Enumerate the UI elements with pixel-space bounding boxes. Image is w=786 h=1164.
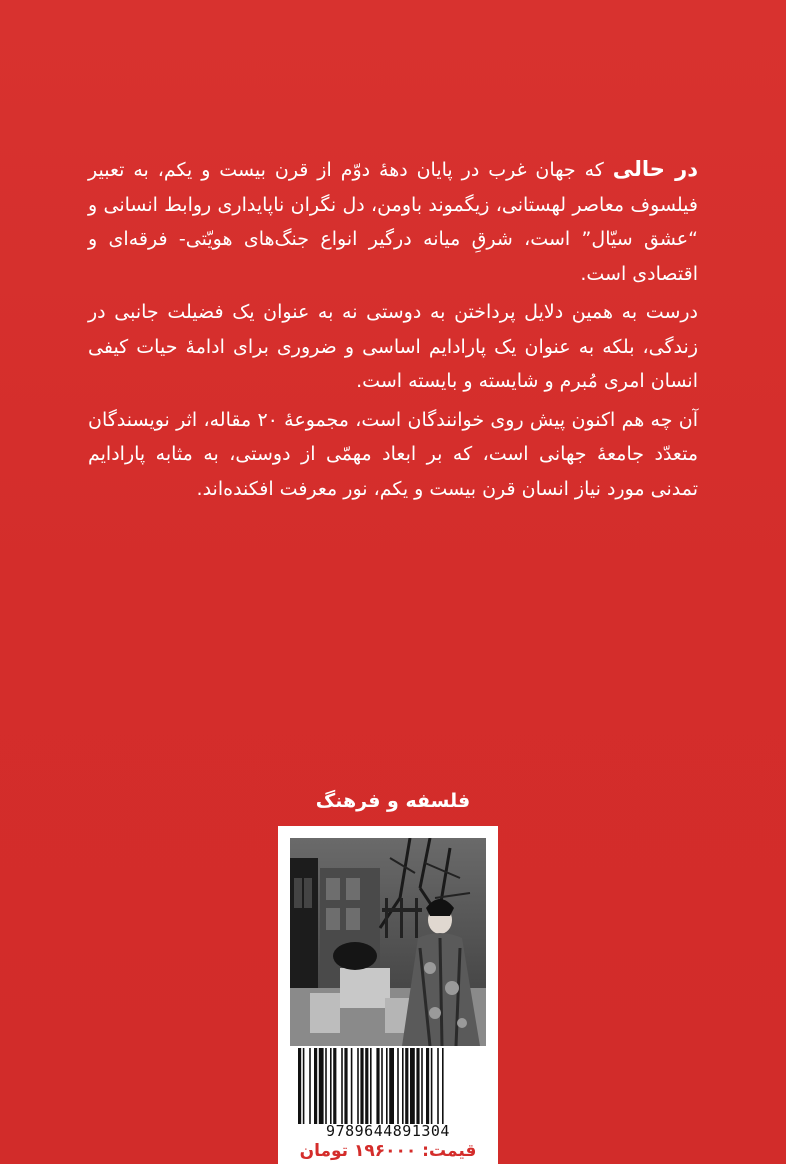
barcode-bar bbox=[319, 1048, 324, 1124]
barcode-bar bbox=[381, 1048, 383, 1124]
barcode-bar bbox=[416, 1048, 419, 1124]
barcode-bar bbox=[410, 1048, 415, 1124]
barcode-bar bbox=[333, 1048, 336, 1124]
blurb-paragraph-2: درست به همین دلایل پرداختن به دوستی نه به عنوان یک فضیلت جانبی در زندگی، بلکه به عنوان یک پارادایم اساسی و ضروری برای ادامهٔ حیات کیفی انسان امری مُبرم و شایسته و بایسته است. bbox=[88, 301, 698, 392]
barcode-bar bbox=[431, 1048, 433, 1124]
barcode-bar bbox=[421, 1048, 423, 1124]
barcode-bar bbox=[386, 1048, 388, 1124]
barcode-bar bbox=[360, 1048, 363, 1124]
barcode-bar bbox=[351, 1048, 353, 1124]
barcode-bar bbox=[442, 1048, 444, 1124]
barcode-bar bbox=[365, 1048, 368, 1124]
barcode-bar bbox=[437, 1048, 439, 1124]
barcode-bar bbox=[405, 1048, 408, 1124]
barcode-bar bbox=[426, 1048, 429, 1124]
barcode-bar bbox=[370, 1048, 372, 1124]
cover-photo bbox=[290, 838, 486, 1046]
barcode-bar bbox=[344, 1048, 347, 1124]
blurb-lead-phrase: در حالی bbox=[612, 157, 698, 181]
barcode bbox=[290, 1046, 486, 1128]
barcode-bar bbox=[389, 1048, 394, 1124]
barcode-bar bbox=[397, 1048, 399, 1124]
barcode-bar bbox=[303, 1048, 305, 1124]
blurb-paragraph-1-body: که جهان غرب در پایان دههٔ دوّم از قرن بیست و یکم، به تعبیر فیلسوف معاصر لهستانی، زیگموند باومن، دل نگران ناپایداری روابط انسانی و “عشق سیّال” است، شرقِ میانه درگیر انواع جنگ‌های هویّتی- فرقه‌ای و اقتصادی است. bbox=[88, 159, 698, 285]
barcode-bar bbox=[325, 1048, 327, 1124]
blurb-paragraph-1 bbox=[88, 152, 698, 291]
barcode-bar bbox=[309, 1048, 311, 1124]
blurb-text bbox=[88, 152, 698, 510]
barcode-bars bbox=[290, 1046, 486, 1128]
barcode-bar bbox=[357, 1048, 359, 1124]
barcode-bar bbox=[341, 1048, 343, 1124]
isbn-number: 9789644891304 bbox=[326, 1122, 450, 1140]
price-label: قیمت: ۱۹۶۰۰۰ تومان bbox=[299, 1141, 477, 1161]
barcode-bar bbox=[330, 1048, 332, 1124]
series-label: فلسفه و فرهنگ bbox=[315, 790, 471, 812]
blurb-paragraph-3: آن چه هم اکنون پیش روی خوانندگان است، مجموعهٔ ۲۰ مقاله، اثر نویسندگان متعدّد جامعهٔ جهانی است، که بر ابعاد مهمّی از دوستی، به مثابه پارادایم تمدنی مورد نیاز انسان قرن بیست و یکم، نور معرفت افکنده‌اند. bbox=[88, 408, 698, 500]
barcode-bar bbox=[298, 1048, 301, 1124]
barcode-bar bbox=[376, 1048, 379, 1124]
barcode-bar bbox=[402, 1048, 404, 1124]
barcode-card bbox=[278, 826, 498, 1164]
photo-illustration bbox=[290, 838, 486, 1046]
barcode-bar bbox=[314, 1048, 317, 1124]
